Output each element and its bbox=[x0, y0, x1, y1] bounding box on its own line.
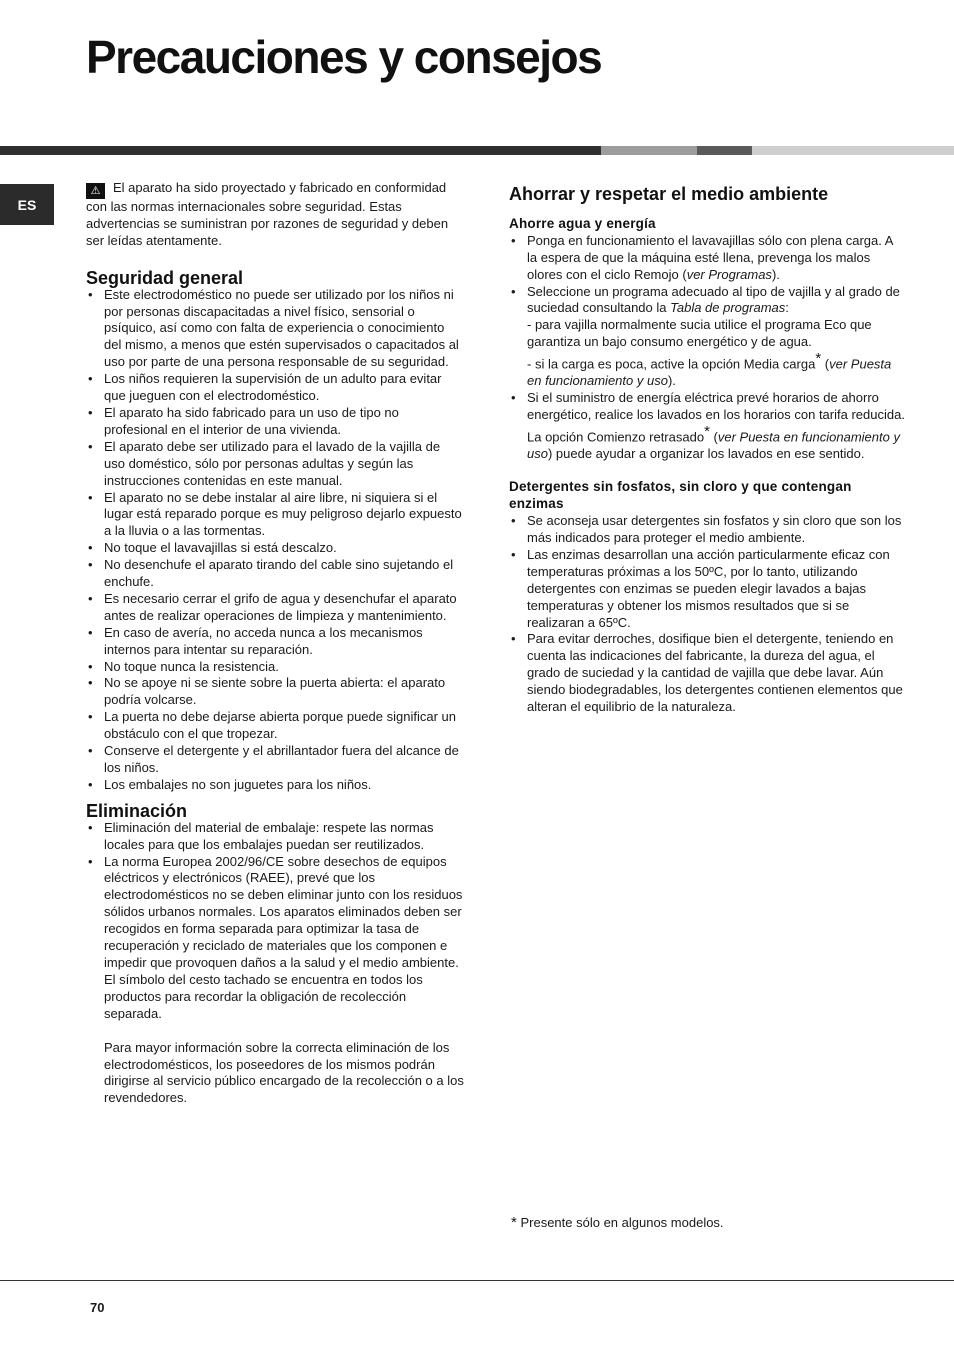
list-item: • Se aconseja usar detergentes sin fosfatos y sin cloro que son los más indicados para proteger el medio ambiente. bbox=[509, 513, 905, 547]
list-item: • El aparato ha sido fabricado para un uso de tipo no profesional en el interior de una vivienda. bbox=[86, 405, 464, 439]
header-bar-mid bbox=[601, 146, 697, 155]
detergentes-list bbox=[509, 513, 905, 716]
list-item: • Este electrodoméstico no puede ser utilizado por los niños ni por personas discapacitadas a nivel físico, sensorial o psíquico, así como con falta de experiencia o conocimiento del mismo, a menos que estén supervisados o capacitados al uso por parte de una persona responsable de su seguridad. bbox=[86, 287, 464, 372]
item-ref: Tabla de programas bbox=[670, 300, 786, 316]
list-item: • La norma Europea 2002/96/CE sobre desechos de equipos eléctricos y electrónicos (RAEE), prevé que los electrodomésticos no se deben eliminar junto con los residuos sólidos urbanos normales. Los aparatos eliminados deben ser recogidos en forma separada para optimizar la tasa de recuperación y reciclado de materiales que los componen e impedir que provoquen daños a la salud y el medio ambiente. El símbolo del cesto tachado se encuentra en todos los productos para recordar la obligación de recolección separada. bbox=[86, 854, 464, 1023]
item-text: ). bbox=[667, 373, 676, 389]
header-bar-dark bbox=[0, 146, 601, 155]
subsection-title-agua: Ahorre agua y energía bbox=[509, 215, 656, 231]
page-number: 70 bbox=[90, 1300, 105, 1315]
list-item: • No desenchufe el aparato tirando del cable sino sujetando el enchufe. bbox=[86, 557, 464, 591]
section-title-seguridad: Seguridad general bbox=[86, 267, 244, 288]
list-item: • Eliminación del material de embalaje: respete las normas locales para que los embalajes puedan ser reutilizados. bbox=[86, 820, 464, 854]
seguridad-list bbox=[86, 287, 464, 794]
list-item: • La puerta no debe dejarse abierta porque puede significar un obstáculo con el que tropezar. bbox=[86, 709, 464, 743]
section-title-eliminacion: Eliminación bbox=[86, 800, 188, 821]
warning-triangle-icon: ⚠ bbox=[86, 183, 105, 199]
item-text: ( bbox=[709, 429, 718, 445]
item-text: ) puede ayudar a organizar los lavados en ese sentido. bbox=[547, 446, 865, 462]
eliminacion-extra: Para mayor información sobre la correcta eliminación de los electrodomésticos, los poseedores de los mismos podrán dirigirse al servicio público encargado de la recolección o a los revendedores. bbox=[104, 1039, 464, 1106]
list-item: • No toque el lavavajillas si está descalzo. bbox=[86, 540, 464, 557]
language-tab: ES bbox=[0, 184, 54, 225]
item-ref: ver Programas bbox=[686, 266, 772, 282]
footnote-star: * bbox=[704, 423, 710, 441]
eliminacion-list bbox=[86, 820, 464, 1023]
agua-list bbox=[509, 233, 905, 463]
footnote-star: * bbox=[511, 1214, 517, 1231]
item-text: ( bbox=[821, 356, 830, 372]
list-item: • Para evitar derroches, dosifique bien el detergente, teniendo en cuenta las indicaciones del fabricante, la dureza del agua, el grado de suciedad y la cantidad de vajilla que debe lavar. Aún siendo biodegradables, los detergentes contienen elementos que alteran el equilibrio de la naturaleza. bbox=[509, 631, 905, 716]
header-bar-dark2 bbox=[697, 146, 752, 155]
list-item bbox=[509, 233, 905, 284]
section-title-ahorrar: Ahorrar y respetar el medio ambiente bbox=[509, 184, 829, 204]
list-item: • Las enzimas desarrollan una acción particularmente eficaz con temperaturas próximas a los 50ºC, por lo tanto, utilizando detergentes con enzimas se pueden elegir lavados a bajas temperaturas y obtener los mismos resultados que si se realizaran a 65ºC. bbox=[509, 547, 905, 632]
item-text: Si el suministro de energía eléctrica prevé horarios de ahorro energético, realice los lavados en los horarios con tarifa reducida. La opción Comienzo retrasado bbox=[527, 390, 905, 445]
item-ref: ver Puesta en funcionamiento y uso bbox=[527, 356, 892, 389]
list-item: • Los embalajes no son juguetes para los niños. bbox=[86, 777, 464, 794]
list-item: • En caso de avería, no acceda nunca a los mecanismos internos para intentar su reparación. bbox=[86, 625, 464, 659]
list-item bbox=[509, 284, 905, 391]
list-item: • Conserve el detergente y el abrillantador fuera del alcance de los niños. bbox=[86, 743, 464, 777]
subsection-title-detergentes: Detergentes sin fosfatos, sin cloro y que contengan enzimas bbox=[509, 479, 852, 512]
list-item: • El aparato no se debe instalar al aire libre, ni siquiera si el lugar está reparado porque es muy peligroso dejarlo expuesto a la lluvia o a las tormentas. bbox=[86, 490, 464, 541]
footer-rule bbox=[0, 1280, 954, 1281]
page-title: Precauciones y consejos bbox=[86, 31, 602, 83]
header-bar-light bbox=[752, 146, 954, 155]
intro-paragraph bbox=[86, 180, 464, 250]
list-item: • El aparato debe ser utilizado para el lavado de la vajilla de uso doméstico, sólo por personas adultas y según las instrucciones contenidas en este manual. bbox=[86, 439, 464, 490]
footnote bbox=[511, 1214, 724, 1231]
list-item: • Los niños requieren la supervisión de un adulto para evitar que jueguen con el electrodoméstico. bbox=[86, 371, 464, 405]
list-item: • No toque nunca la resistencia. bbox=[86, 659, 464, 676]
item-text: - si la carga es poca, active la opción Media carga bbox=[527, 356, 816, 372]
item-text: Seleccione un programa adecuado al tipo de vajilla y al grado de suciedad consultando la bbox=[527, 283, 900, 316]
list-item bbox=[509, 390, 905, 463]
intro-text: El aparato ha sido proyectado y fabricado en conformidad con las normas internacionales sobre seguridad. Estas advertencias se suministran por razones de seguridad y deben ser leídas atentamente. bbox=[86, 180, 449, 248]
item-text: : bbox=[785, 300, 789, 316]
right-column bbox=[509, 186, 905, 716]
list-item: • Es necesario cerrar el grifo de agua y desenchufar el aparato antes de realizar operaciones de limpieza y mantenimiento. bbox=[86, 591, 464, 625]
item-text: ). bbox=[771, 266, 780, 282]
item-text: Ponga en funcionamiento el lavavajillas sólo con plena carga. A la espera de que la máquina esté llena, prevenga los malos olores con el ciclo Remojo ( bbox=[527, 232, 893, 282]
list-item: • No se apoye ni se siente sobre la puerta abierta: el aparato podría volcarse. bbox=[86, 675, 464, 709]
footnote-text: Presente sólo en algunos modelos. bbox=[520, 1215, 724, 1230]
item-text: - para vajilla normalmente sucia utilice el programa Eco que garantiza un bajo consumo energético y de agua. bbox=[527, 317, 872, 350]
left-column bbox=[86, 180, 464, 1107]
footnote-star: * bbox=[815, 350, 822, 368]
item-ref: ver Puesta en funcionamiento y uso bbox=[527, 429, 900, 462]
